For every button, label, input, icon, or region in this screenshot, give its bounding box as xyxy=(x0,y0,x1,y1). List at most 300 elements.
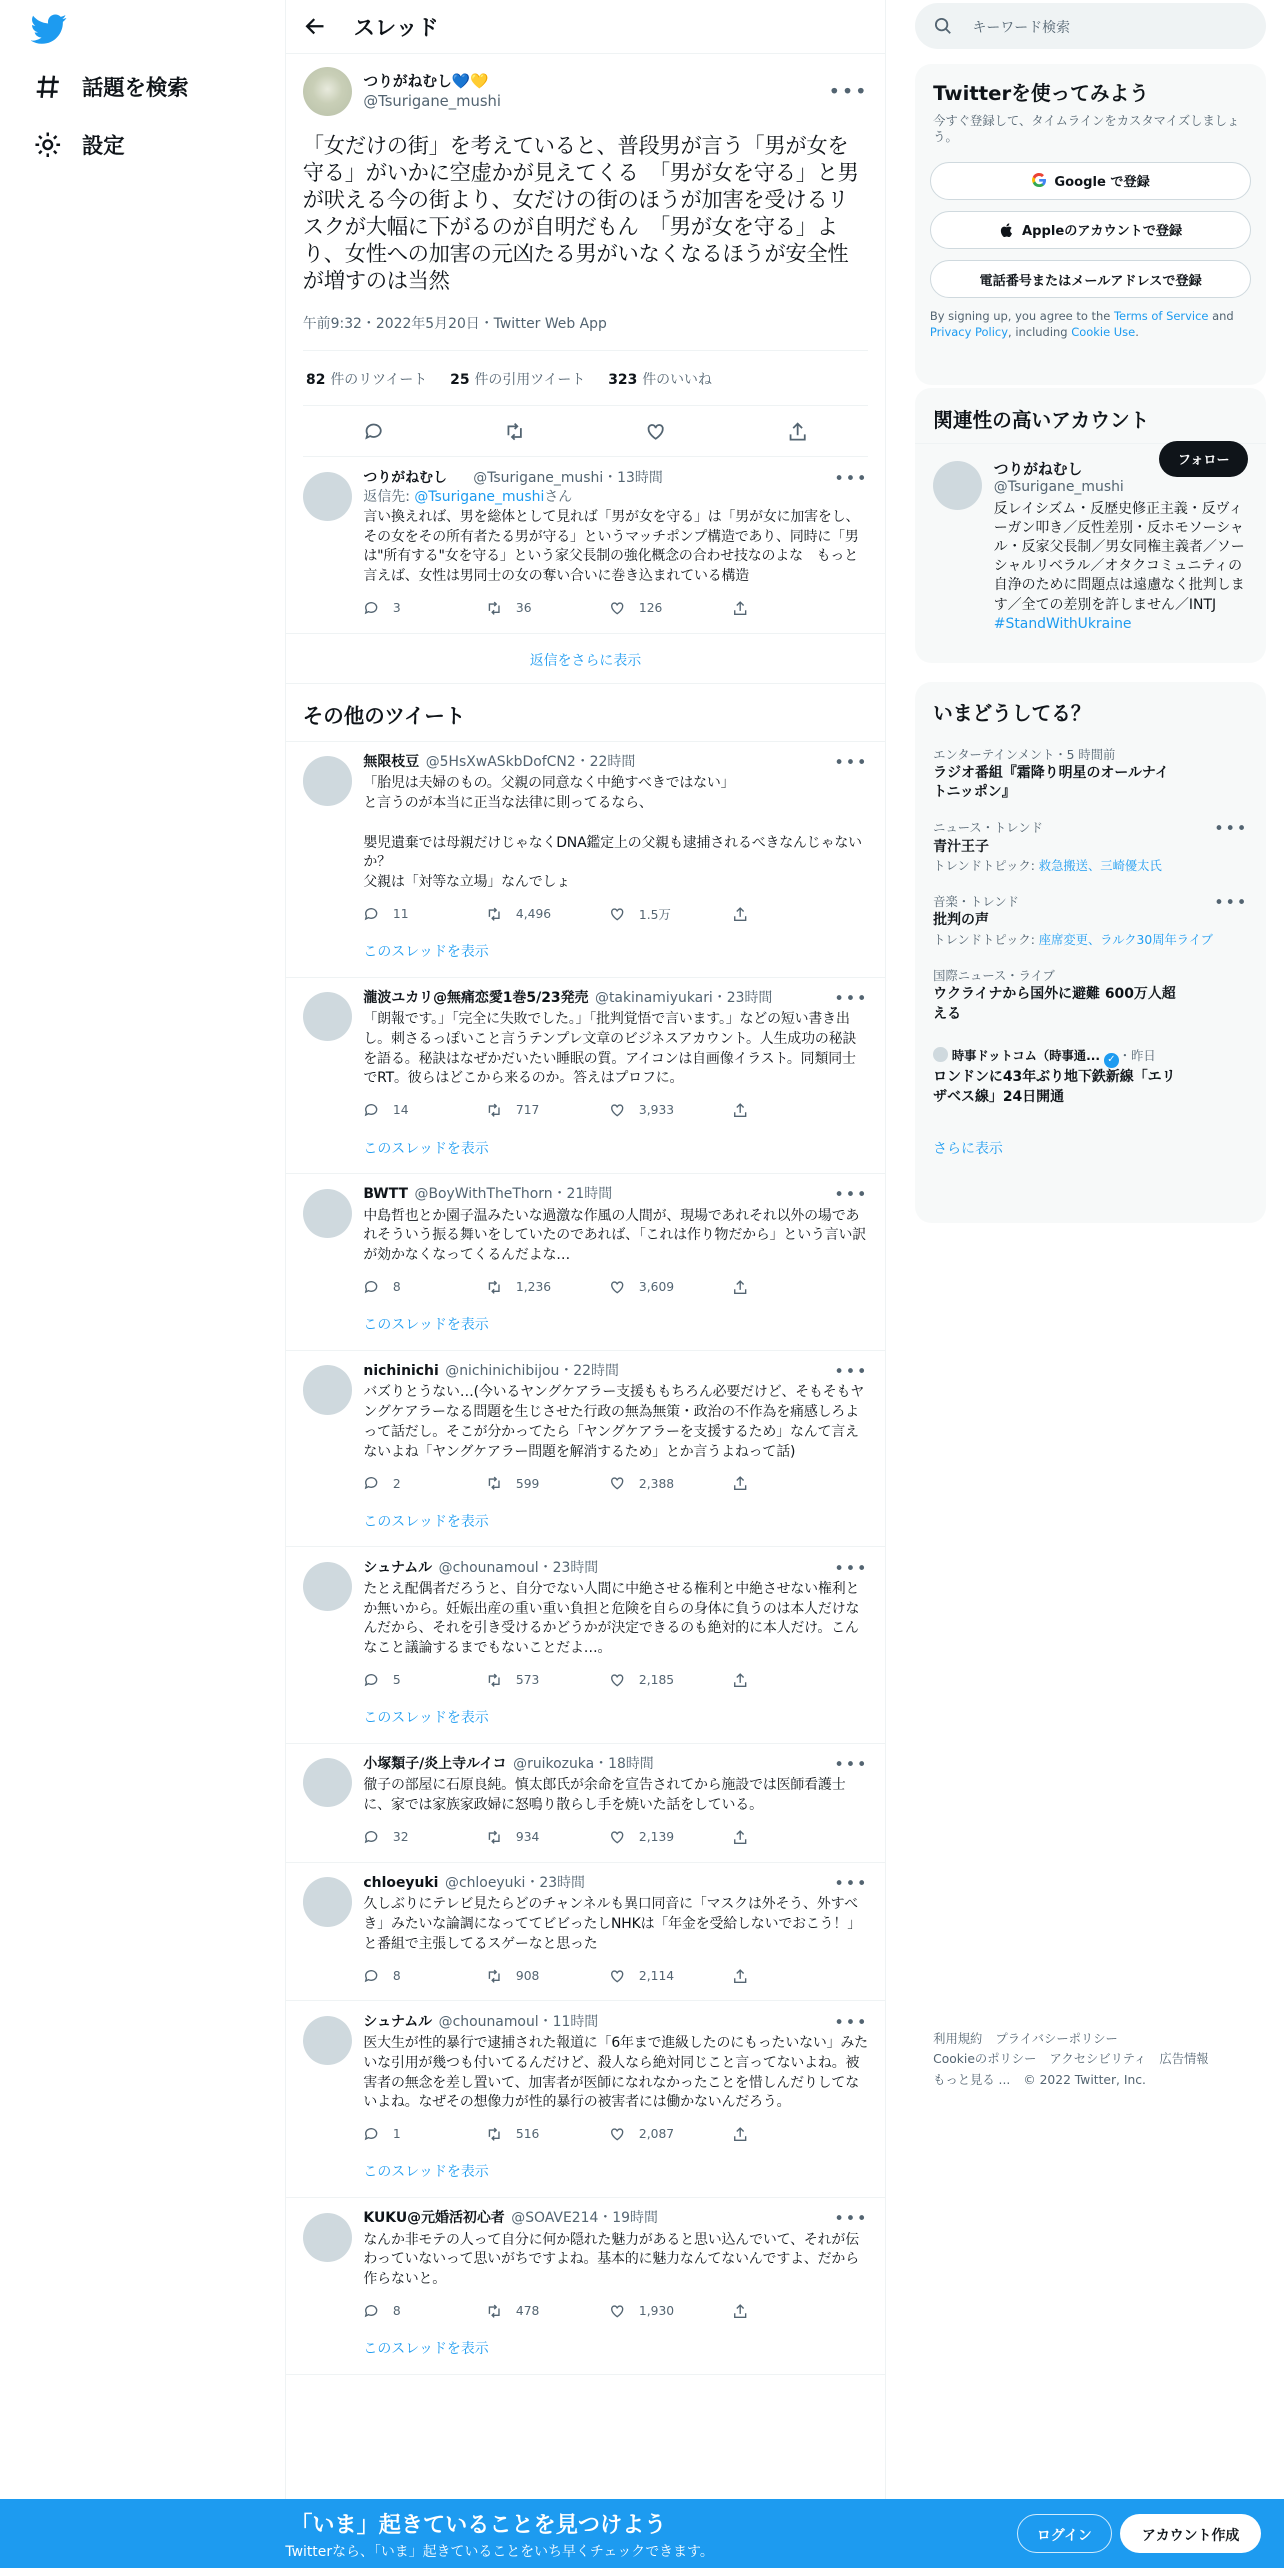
retweet-button[interactable] xyxy=(486,1672,609,1688)
reply-to-prefix: 返信先: xyxy=(363,489,415,506)
tweet-actions xyxy=(363,1822,868,1852)
share-button[interactable] xyxy=(732,600,855,616)
like-button[interactable] xyxy=(609,1829,732,1845)
tweet-actions xyxy=(363,2119,868,2149)
author-handle[interactable]: @Tsurigane_mushi xyxy=(363,92,501,110)
tweet-text: 久しぶりにテレビ見たらどのチャンネルも異口同音に「マスクは外そう、外すべき」みたいな論調になっててビビったしNHKは「年金を受給しないでおこう！」と番組で主張してるスゲーなと思った xyxy=(363,1896,861,1952)
terms-text-and: and xyxy=(1208,309,1234,324)
tweet-time[interactable]: ・21時間 xyxy=(552,1186,613,1203)
footer-cookie-link[interactable]: Cookieのポリシー xyxy=(933,2052,1037,2067)
retweet-icon[interactable] xyxy=(504,421,525,442)
trend-source-name: 時事ドットコム（時事通... xyxy=(951,1049,1101,1064)
tweet-stats xyxy=(303,351,868,407)
apple-signup-label: Appleのアカウントで登録 xyxy=(1021,224,1183,240)
left-sidebar xyxy=(0,0,285,2568)
trend-item[interactable] xyxy=(915,1047,1266,1107)
more-options-icon[interactable]: ••• xyxy=(828,80,869,104)
retweet-icon xyxy=(486,1102,502,1118)
tweet-item[interactable] xyxy=(286,2198,884,2375)
share-icon xyxy=(732,1475,748,1491)
retweet-button[interactable] xyxy=(486,2126,609,2142)
reply-count: 14 xyxy=(392,1103,409,1118)
avatar[interactable] xyxy=(303,1189,352,1238)
hashtag-icon xyxy=(33,72,63,102)
tweet-actions xyxy=(363,1469,868,1499)
reply-count: 8 xyxy=(392,1968,401,1983)
bottom-bar-subtitle: Twitterなら、「いま」起きていることをいち早くチェックできます。 xyxy=(285,2544,714,2561)
share-icon[interactable] xyxy=(787,421,808,442)
reply-button[interactable] xyxy=(363,1102,486,1118)
author-name[interactable]: シュナムル xyxy=(363,1559,433,1576)
reply-button[interactable] xyxy=(363,1829,486,1845)
more-options-icon[interactable]: ••• xyxy=(834,1874,869,1894)
tweet-text: 言い換えれば、男を総体として見れば「男が女を守る」は「男が女に加害をし、その女をその所有者たる男が守る」というマッチポンプ構造であり、同時に「男は"所有する"女を守る」という家父長制の強化概念の合わせ技なのよな もっと言えば、女性は男同士の女の奪い合いに巻き込まれている構造 xyxy=(363,509,860,585)
terms-text-including: , including xyxy=(1008,324,1072,339)
reply-button[interactable] xyxy=(363,906,486,922)
more-options-icon[interactable]: ••• xyxy=(1214,819,1249,839)
trend-item[interactable] xyxy=(915,893,1266,950)
show-more-replies-link[interactable]: 返信をさらに表示 xyxy=(286,634,884,685)
reply-to-suffix: さん xyxy=(544,489,573,506)
like-button[interactable] xyxy=(609,905,732,923)
share-icon xyxy=(732,1829,748,1845)
terms-text-1: By signing up, you agree to the xyxy=(929,309,1114,324)
like-icon[interactable] xyxy=(645,421,666,442)
reply-button[interactable] xyxy=(363,600,486,616)
avatar[interactable] xyxy=(303,472,352,521)
tweet-item[interactable] xyxy=(286,1744,884,1863)
tweet-text: 「女だけの街」を考えていると、普段男が言う「男が女を守る」がいかに空虚かが見えてくる 「男が女を守る」と男が吠える今の街より、女だけの街のほうが加害を受けるリスクが大幅に下がるのが自明だもん 「男が女を守る」より、女性への加害の元凶たる男がいなくなるほうが安全性が増すのは当然 xyxy=(302,133,859,295)
signup-button[interactable]: アカウント作成 xyxy=(1120,2514,1261,2553)
tweet-actions xyxy=(363,1096,868,1126)
author-handle[interactable]: @ruikozuka xyxy=(513,1756,595,1773)
reply-icon[interactable] xyxy=(363,421,384,442)
avatar[interactable] xyxy=(303,1877,352,1926)
reply-icon xyxy=(363,1102,379,1118)
share-button[interactable] xyxy=(732,1102,855,1118)
more-options-icon[interactable]: ••• xyxy=(834,1362,869,1382)
search-icon xyxy=(933,16,953,36)
like-count: 3,609 xyxy=(638,1280,675,1295)
reply-count: 11 xyxy=(392,906,409,921)
retweet-count: 1,236 xyxy=(515,1280,552,1295)
like-button[interactable] xyxy=(609,1475,732,1491)
tweet-item[interactable] xyxy=(286,2001,884,2197)
hashtag-link[interactable]: #StandWithUkraine xyxy=(993,615,1132,632)
retweet-count: 516 xyxy=(515,2127,540,2142)
share-icon xyxy=(732,2126,748,2142)
tweet-time[interactable]: ・23時間 xyxy=(538,1559,599,1576)
reply-button[interactable] xyxy=(363,1672,486,1688)
retweets-label: 件のリツイート xyxy=(330,371,428,388)
more-options-icon[interactable]: ••• xyxy=(834,468,869,488)
show-thread-link[interactable]: このスレッドを表示 xyxy=(363,1140,489,1157)
like-count: 2,114 xyxy=(638,1968,675,1983)
reply-icon xyxy=(363,906,379,922)
retweet-count: 717 xyxy=(515,1103,540,1118)
like-button[interactable] xyxy=(609,2126,732,2142)
like-icon xyxy=(609,906,625,922)
reply-button[interactable] xyxy=(363,2303,486,2319)
author-name[interactable]: 瀧波ユカリ@無痛恋愛1巻5/23発売 xyxy=(363,989,589,1006)
avatar[interactable] xyxy=(303,2213,352,2262)
like-button[interactable] xyxy=(609,600,732,616)
like-button[interactable] xyxy=(609,1279,732,1295)
author-handle[interactable]: @chloeyuki xyxy=(445,1875,526,1892)
trend-name: ロンドンに43年ぶり地下鉄新線「エリザベス線」24日開通 xyxy=(933,1068,1176,1105)
like-icon xyxy=(609,1968,625,1984)
terms-text-end: . xyxy=(1135,324,1139,339)
quotes-count: 25 xyxy=(450,371,470,388)
like-count: 1,930 xyxy=(638,2303,675,2318)
share-button[interactable] xyxy=(732,1829,855,1845)
source-avatar xyxy=(933,1047,948,1062)
reply-icon xyxy=(363,1672,379,1688)
back-arrow-icon[interactable] xyxy=(303,14,328,39)
author-name[interactable]: nichinichi xyxy=(363,1363,439,1380)
reply-button[interactable] xyxy=(363,1475,486,1491)
tweet-time[interactable]: ・22時間 xyxy=(559,1363,619,1380)
share-button[interactable] xyxy=(732,2303,855,2319)
retweet-count: 599 xyxy=(515,1476,540,1491)
share-icon xyxy=(732,1672,748,1688)
avatar[interactable] xyxy=(933,461,982,510)
nav-explore[interactable] xyxy=(33,67,189,106)
bottom-bar-title: 「いま」起きていることを見つけよう xyxy=(290,2511,667,2538)
search-placeholder: キーワード検索 xyxy=(972,20,1071,37)
tweet-time[interactable]: ・23時間 xyxy=(712,989,773,1006)
reply-count: 3 xyxy=(392,601,401,616)
account-handle[interactable]: @Tsurigane_mushi xyxy=(993,478,1124,495)
author-handle[interactable]: @nichinichibijou xyxy=(445,1363,560,1380)
reply-count: 8 xyxy=(392,2303,401,2318)
more-options-icon[interactable]: ••• xyxy=(834,988,869,1008)
search-input[interactable] xyxy=(915,3,1266,49)
author-handle[interactable]: @Tsurigane_mushi xyxy=(473,469,604,486)
google-signup-button[interactable] xyxy=(930,162,1251,200)
share-button[interactable] xyxy=(732,1968,855,1984)
retweet-button[interactable] xyxy=(486,600,609,616)
reply-icon xyxy=(363,2303,379,2319)
share-button[interactable] xyxy=(732,1279,855,1295)
share-icon xyxy=(732,1102,748,1118)
quotes-stat[interactable] xyxy=(450,368,585,388)
tweet-time[interactable]: ・19時間 xyxy=(598,2210,658,2227)
reply-button[interactable] xyxy=(363,1279,486,1295)
tweet-text: 医大生が性的暴行で逮捕された報道に「6年まで進級したのにもったいない」みたいな引用が幾つも付いてるんだけど、殺人なら絶対同じこと言ってないよね。被害者の無念を差し置いて、加害者が医師になれなかったことを惜しんだりしてないよね。なぜその想像力が性的暴行の被害者には働かないんだろう。 xyxy=(363,2035,868,2111)
related-accounts-box xyxy=(915,387,1266,663)
author-name[interactable]: つりがねむし xyxy=(363,469,448,486)
account-name[interactable]: つりがねむし xyxy=(993,460,1083,478)
reply-count: 1 xyxy=(392,2127,401,2142)
like-button[interactable] xyxy=(609,2303,732,2319)
author-handle[interactable]: @BoyWithTheThorn xyxy=(414,1186,553,1203)
tweet-actions xyxy=(303,406,868,457)
share-button[interactable] xyxy=(732,2126,855,2142)
like-count: 2,087 xyxy=(638,2127,675,2142)
twitter-logo-icon[interactable] xyxy=(31,11,67,47)
share-button[interactable] xyxy=(732,1672,855,1688)
tweet-item[interactable] xyxy=(286,1174,884,1351)
reply-count: 2 xyxy=(392,1476,401,1491)
trends-box xyxy=(915,682,1266,1223)
retweets-count: 82 xyxy=(306,371,326,388)
reply-to-link[interactable]: @Tsurigane_mushi xyxy=(414,489,545,506)
retweet-icon xyxy=(486,1672,502,1688)
footer-ads-link[interactable]: 広告情報 xyxy=(1159,2052,1209,2067)
tweet-time[interactable]: ・11時間 xyxy=(538,2013,599,2030)
author-name[interactable]: 小塚類子/炎上寺ルイコ xyxy=(363,1756,507,1773)
trend-item[interactable] xyxy=(915,746,1266,803)
avatar[interactable] xyxy=(303,756,352,805)
retweet-icon xyxy=(486,906,502,922)
footer-privacy-link[interactable]: プライバシーポリシー xyxy=(995,2031,1118,2046)
nav-explore-label: 話題を検索 xyxy=(81,76,189,102)
like-count: 3,933 xyxy=(638,1103,675,1118)
like-button[interactable] xyxy=(609,1102,732,1118)
retweet-button[interactable] xyxy=(486,1829,609,1845)
tweet-actions xyxy=(363,1272,868,1302)
reply-button[interactable] xyxy=(363,2126,486,2142)
show-more-trends-link[interactable]: さらに表示 xyxy=(933,1140,1003,1157)
author-name[interactable]: chloeyuki xyxy=(363,1875,439,1892)
share-icon xyxy=(732,2303,748,2319)
avatar[interactable] xyxy=(303,1758,352,1807)
share-icon xyxy=(732,906,748,922)
author-name[interactable]: シュナムル xyxy=(363,2013,433,2030)
reply-tweet[interactable] xyxy=(286,457,884,633)
author-handle[interactable]: @chounamoul xyxy=(438,2013,539,2030)
author-handle[interactable]: @5HsXwASkbDofCN2 xyxy=(425,754,576,771)
trend-topics-label: トレンドトピック: xyxy=(933,933,1039,947)
trend-source xyxy=(933,1047,1248,1068)
other-tweets-list xyxy=(286,742,884,2375)
nav-settings[interactable] xyxy=(33,125,125,164)
other-tweets-title: その他のツイート xyxy=(286,684,884,741)
retweet-count: 934 xyxy=(515,1830,540,1845)
tweet-actions xyxy=(363,899,868,929)
show-thread-link[interactable]: このスレッドを表示 xyxy=(363,2164,489,2181)
author-name[interactable]: つりがねむし💙💛 xyxy=(363,73,489,91)
trend-name: 青汁王子 xyxy=(933,838,989,855)
retweet-icon xyxy=(486,1475,502,1491)
trend-category: エンターテインメント・5 時間前 xyxy=(933,747,1116,762)
retweet-count: 908 xyxy=(515,1968,540,1983)
main-column xyxy=(285,0,885,2568)
reply-icon xyxy=(363,1279,379,1295)
footer-terms-link[interactable]: 利用規約 xyxy=(933,2031,983,2046)
like-icon xyxy=(609,1829,625,1845)
retweet-icon xyxy=(486,1279,502,1295)
show-thread-link[interactable]: このスレッドを表示 xyxy=(363,1513,489,1530)
like-count: 2,139 xyxy=(638,1830,675,1845)
retweet-count: 573 xyxy=(515,1672,540,1687)
google-signup-label: Google で登録 xyxy=(1054,175,1150,191)
more-options-icon[interactable]: ••• xyxy=(834,1185,869,1205)
retweet-button[interactable] xyxy=(486,1968,609,1984)
show-thread-link[interactable]: このスレッドを表示 xyxy=(363,1710,489,1727)
tweet-text: 「朗報です。」「完全に失敗でした。」「批判覚悟で言います。」などの短い書き出し。刺さるっぽいこと言うテンプレ文章のビジネスアカウント。人生成功の秘訣を語る。秘訣はなぜかだいたい睡眠の質。アイコンは自画像イラスト。同類同士でRT。彼らはどこから来るのか。答えはプロフに。 xyxy=(363,1011,857,1087)
reply-count: 32 xyxy=(392,1830,409,1845)
retweet-icon xyxy=(486,1968,502,1984)
like-icon xyxy=(609,2303,625,2319)
reply-icon xyxy=(363,2126,379,2142)
tweet-item[interactable] xyxy=(286,742,884,978)
retweet-count: 4,496 xyxy=(515,906,552,921)
reply-icon xyxy=(363,600,379,616)
tweet-time[interactable]: ・13時間 xyxy=(603,469,663,486)
phone-email-signup-button[interactable] xyxy=(930,260,1251,298)
trend-topics xyxy=(933,857,1248,877)
like-icon xyxy=(609,1672,625,1688)
footer-more-link[interactable]: もっと見る ... xyxy=(933,2072,1011,2087)
trend-item[interactable] xyxy=(915,819,1266,876)
terms-of-service-link[interactable]: Terms of Service xyxy=(1113,309,1209,324)
trend-topics xyxy=(933,931,1248,951)
more-options-icon[interactable]: ••• xyxy=(834,2012,869,2032)
follow-button[interactable]: フォロー xyxy=(1159,441,1248,477)
tweet-time[interactable]: ・23時間 xyxy=(525,1875,585,1892)
retweet-icon xyxy=(486,2303,502,2319)
avatar[interactable] xyxy=(303,992,352,1041)
retweet-icon xyxy=(486,1829,502,1845)
like-icon xyxy=(609,600,625,616)
trend-name: 批判の声 xyxy=(933,912,989,929)
trend-topic-links[interactable]: 座席変更、ラルク30周年ライブ xyxy=(1038,933,1213,947)
trend-topic-links[interactable]: 救急搬送、三崎優太氏 xyxy=(1038,859,1162,874)
retweet-icon xyxy=(486,2126,502,2142)
like-icon xyxy=(609,1102,625,1118)
google-icon xyxy=(1031,172,1047,188)
show-thread-link[interactable]: このスレッドを表示 xyxy=(363,944,489,961)
apple-signup-button[interactable] xyxy=(930,211,1251,249)
signup-box xyxy=(915,64,1266,385)
tweet-time[interactable]: ・22時間 xyxy=(575,754,636,771)
footer-links xyxy=(933,2029,1269,2091)
more-options-icon[interactable]: ••• xyxy=(834,2209,869,2229)
likes-stat[interactable] xyxy=(608,368,712,388)
show-thread-link[interactable]: このスレッドを表示 xyxy=(363,1317,489,1334)
tweet-actions xyxy=(363,1665,868,1695)
retweet-button[interactable] xyxy=(486,1279,609,1295)
like-button[interactable] xyxy=(609,1672,732,1688)
author-handle[interactable]: @chounamoul xyxy=(438,1559,539,1576)
reply-icon xyxy=(363,1475,379,1491)
like-button[interactable] xyxy=(609,1968,732,1984)
author-name[interactable]: 無限枝豆 xyxy=(363,754,420,771)
share-icon xyxy=(732,1968,748,1984)
likes-count: 323 xyxy=(608,371,638,388)
tweet-text: バズりとうない…(今いるヤングケアラー支援ももちろん必要だけど、そもそもヤングケアラーなる問題を生じさせた行政の無為無策・政治の不作為を痛感しろよって話だし。そこが分かってたら「ヤングケアラーを支援するため」なんて言えないよね「ヤングケアラー問題を解消するため」とか言うよねって話) xyxy=(363,1384,865,1460)
author-name[interactable]: KUKU@元婚活初心者 xyxy=(363,2210,505,2227)
signup-title: Twitterを使ってみよう xyxy=(933,82,1149,106)
author-handle[interactable]: @takinamiyukari xyxy=(595,989,713,1006)
phone-signup-label: 電話番号またはメールアドレスで登録 xyxy=(979,273,1202,289)
retweet-icon xyxy=(486,600,502,616)
retweets-stat[interactable] xyxy=(306,368,427,388)
footer-accessibility-link[interactable]: アクセシビリティ xyxy=(1049,2052,1147,2067)
bottom-signup-bar xyxy=(0,2499,1284,2568)
cookie-use-link[interactable]: Cookie Use xyxy=(1071,324,1136,339)
more-options-icon[interactable]: ••• xyxy=(1214,893,1249,913)
retweet-button[interactable] xyxy=(486,906,609,922)
tweet-timestamp[interactable]: 午前9:32・2022年5月20日・Twitter Web App xyxy=(303,312,868,351)
trend-item[interactable] xyxy=(915,967,1266,1024)
avatar[interactable] xyxy=(303,1562,352,1611)
reply-to-line xyxy=(363,488,868,506)
trend-source-time: ・昨日 xyxy=(1118,1049,1156,1064)
trend-name: ウクライナから国外に避難 600万人超える xyxy=(933,986,1176,1022)
retweet-button[interactable] xyxy=(486,2303,609,2319)
share-icon xyxy=(732,600,748,616)
share-button[interactable] xyxy=(732,906,855,922)
like-count: 2,388 xyxy=(638,1476,675,1491)
author-name[interactable]: BWTT xyxy=(363,1186,408,1203)
trends-title: いまどうしてる？ xyxy=(933,701,1091,725)
tweet-item[interactable] xyxy=(286,1863,884,2002)
apple-icon xyxy=(999,222,1015,238)
reply-button[interactable] xyxy=(363,1968,486,1984)
like-icon xyxy=(609,1475,625,1491)
share-button[interactable] xyxy=(732,1475,855,1491)
like-count: 1.5万 xyxy=(638,907,671,922)
more-options-icon[interactable]: ••• xyxy=(834,1755,869,1775)
retweet-button[interactable] xyxy=(486,1102,609,1118)
trend-category: 国際ニュース・ライブ xyxy=(933,969,1055,984)
reply-count: 8 xyxy=(392,1280,401,1295)
tweet-time[interactable]: ・18時間 xyxy=(594,1756,654,1773)
login-button[interactable]: ログイン xyxy=(1017,2514,1112,2553)
author-handle[interactable]: @SOAVE214 xyxy=(511,2210,599,2227)
like-count: 2,185 xyxy=(638,1672,675,1687)
avatar[interactable] xyxy=(303,67,352,116)
retweet-button[interactable] xyxy=(486,1475,609,1491)
page-title: スレッド xyxy=(353,16,439,42)
trend-category: 音楽・トレンド xyxy=(933,895,1019,910)
tweet-text: 徹子の部屋に石原良純。慎太郎氏が余命を宣告されてから施設では医師看護士に、家では家族家政婦に怒鳴り散らし手を焼いた話をしている。 xyxy=(363,1777,846,1814)
tweet-item[interactable] xyxy=(286,1547,884,1743)
reply-count: 5 xyxy=(392,1672,401,1687)
tweet-text: 中島哲也とか園子温みたいな過激な作風の人間が、現場であれそれ以外の場であれそういう振る舞いをしていたのであれば、「これは作り物だから」という言い訳が効かなくなってくるんだよな… xyxy=(363,1207,867,1264)
trend-category: ニュース・トレンド xyxy=(933,821,1043,836)
more-options-icon[interactable]: ••• xyxy=(834,1558,869,1578)
trend-name: ラジオ番組『霜降り明星のオールナイトニッポン』 xyxy=(933,764,1169,801)
reply-icon xyxy=(363,1968,379,1984)
signup-terms xyxy=(915,309,1266,340)
more-options-icon[interactable]: ••• xyxy=(834,753,869,773)
avatar[interactable] xyxy=(303,1365,352,1414)
account-bio: 反レイシズム・反歴史修正主義・反ヴィーガン叩き／反性差別・反ホモソーシャル・反家父長制／男女同権主義者／ソーシャルリベラル／オタクコミュニティの自浄のために問題点は遠慮なく批判します／全ての差別を許しません／INTJ xyxy=(993,500,1245,613)
tweet-text: なんか非モテの人って自分に何か隠れた魅力があると思い込んでいて、それが伝わっていないって思いがちですよね。基本的に魅力なんてないんですよ、だから作らないと。 xyxy=(363,2231,859,2287)
avatar[interactable] xyxy=(303,2016,352,2065)
reply-icon xyxy=(363,1829,379,1845)
signup-subtitle: 今すぐ登録して、タイムラインをカスタマイズしましょう。 xyxy=(933,113,1240,145)
privacy-policy-link[interactable]: Privacy Policy xyxy=(929,324,1009,339)
show-thread-link[interactable]: このスレッドを表示 xyxy=(363,2341,489,2358)
tweet-text: たとえ配偶者だろうと、自分でない人間に中絶させる権利と中絶させない権利とか無いから。妊娠出産の重い重い負担と危険を自らの身体に負うのは本人だけなんだから、それを引き受けるかどうかが決定できるのも絶対的に本人だけ。こんなこと議論するまでもないことだよ…。 xyxy=(363,1580,860,1656)
related-title: 関連性の高いアカウント xyxy=(915,388,1266,444)
tweet-text: 「胎児は夫婦のもの。父親の同意なく中絶すべきではない」 と言うのが本当に正当な法律に則ってるなら、 嬰児遺棄では母親だけじゃなくDNA鑑定上の父親も逮捕されるべきなんじゃないか？ 父親は「対等な立場」なんでしょ xyxy=(363,775,862,890)
likes-label: 件のいいね xyxy=(642,371,712,388)
tweet-actions xyxy=(363,593,868,623)
retweet-count: 36 xyxy=(515,601,532,616)
nav-settings-label: 設定 xyxy=(81,133,125,159)
tweet-actions xyxy=(363,2296,868,2326)
tweet-actions xyxy=(363,1961,868,1991)
gear-icon xyxy=(33,130,63,160)
tweet-item[interactable] xyxy=(286,978,884,1174)
tweet-item[interactable] xyxy=(286,1351,884,1547)
